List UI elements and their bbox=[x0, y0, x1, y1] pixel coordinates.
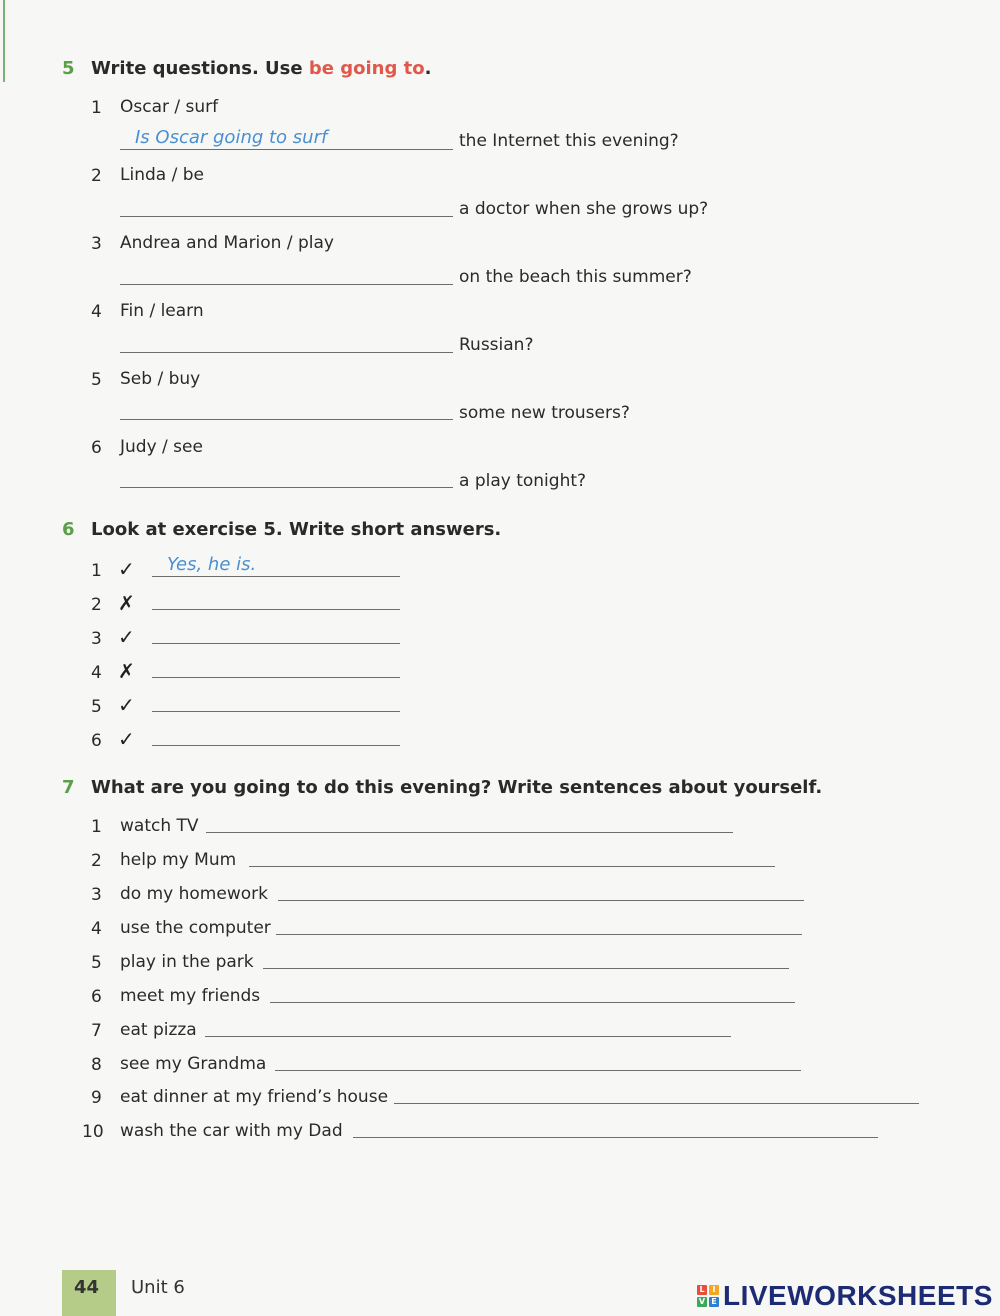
item-number: 8 bbox=[91, 1055, 102, 1075]
check-mark-icon: ✓ bbox=[118, 625, 135, 649]
item-prompt: Seb / buy bbox=[120, 369, 201, 389]
item-number: 2 bbox=[91, 851, 102, 871]
exercise-5-end: . bbox=[424, 58, 432, 79]
item-number: 4 bbox=[91, 919, 102, 939]
exercise-6-instruction: Look at exercise 5. Write short answers. bbox=[91, 519, 502, 540]
cross-mark-icon: ✗ bbox=[118, 591, 135, 615]
exercise-7-heading bbox=[62, 777, 822, 798]
page-number: 44 bbox=[74, 1277, 100, 1298]
logo-letter: V bbox=[698, 1297, 706, 1306]
exercise-6-number: 6 bbox=[62, 519, 75, 540]
liveworksheets-logo bbox=[697, 1280, 993, 1312]
item-number: 2 bbox=[91, 595, 102, 615]
logo-letter: I bbox=[709, 1285, 719, 1295]
sentence-answer-line[interactable] bbox=[394, 1103, 919, 1104]
item-number: 5 bbox=[91, 953, 102, 973]
answer-line bbox=[120, 149, 453, 150]
item-prompt: do my homework bbox=[120, 884, 268, 904]
item-tail: the Internet this evening? bbox=[459, 131, 679, 151]
logo-letter: L bbox=[697, 1285, 707, 1295]
answer-line bbox=[120, 419, 453, 420]
answer-line bbox=[120, 352, 453, 353]
sentence-answer-line[interactable] bbox=[353, 1137, 878, 1138]
item-prompt: meet my friends bbox=[120, 986, 261, 1006]
cross-mark-icon: ✗ bbox=[118, 659, 135, 683]
item-number: 3 bbox=[91, 234, 102, 254]
item-prompt: Oscar / surf bbox=[120, 97, 219, 117]
sentence-answer-line[interactable] bbox=[270, 1002, 795, 1003]
item-tail: a doctor when she grows up? bbox=[459, 199, 709, 219]
item-number: 6 bbox=[91, 731, 102, 751]
exercise-5-number: 5 bbox=[62, 58, 75, 79]
answer-line bbox=[152, 576, 400, 577]
item-number: 9 bbox=[91, 1088, 102, 1108]
sentence-answer-line[interactable] bbox=[205, 1036, 731, 1037]
answer-line bbox=[152, 609, 400, 610]
check-mark-icon: ✓ bbox=[118, 727, 135, 751]
item-prompt: help my Mum bbox=[120, 850, 237, 870]
page-edge-rule bbox=[3, 0, 5, 82]
item-number: 5 bbox=[91, 697, 102, 717]
short-answer-field[interactable]: Yes, he is. bbox=[167, 554, 257, 575]
exercise-5-instruction: Write questions. Use bbox=[91, 58, 303, 79]
item-prompt: eat pizza bbox=[120, 1020, 197, 1040]
item-number: 4 bbox=[91, 302, 102, 322]
item-prompt: Judy / see bbox=[120, 437, 203, 457]
logo-mark-icon bbox=[697, 1285, 719, 1307]
item-prompt: Andrea and Marion / play bbox=[120, 233, 334, 253]
item-number: 3 bbox=[91, 629, 102, 649]
item-number: 5 bbox=[91, 370, 102, 390]
logo-text: LIVEWORKSHEETS bbox=[723, 1280, 993, 1311]
sentence-answer-line[interactable] bbox=[275, 1070, 801, 1071]
answer-line bbox=[152, 677, 400, 678]
item-tail: some new trousers? bbox=[459, 403, 630, 423]
unit-label: Unit 6 bbox=[131, 1277, 185, 1298]
item-number: 4 bbox=[91, 663, 102, 683]
exercise-5-heading bbox=[62, 58, 431, 79]
item-number: 10 bbox=[82, 1122, 104, 1142]
answer-line bbox=[152, 745, 400, 746]
item-prompt: play in the park bbox=[120, 952, 254, 972]
item-tail: a play tonight? bbox=[459, 471, 587, 491]
item-number: 6 bbox=[91, 987, 102, 1007]
sentence-answer-line[interactable] bbox=[249, 866, 775, 867]
answer-line bbox=[120, 487, 453, 488]
item-tail: Russian? bbox=[459, 335, 534, 355]
item-number: 2 bbox=[91, 166, 102, 186]
sentence-answer-line[interactable] bbox=[263, 968, 789, 969]
exercise-7-number: 7 bbox=[62, 777, 75, 798]
logo-letter: E bbox=[709, 1297, 719, 1307]
answer-field[interactable]: Is Oscar going to surf bbox=[135, 127, 328, 148]
item-number: 1 bbox=[91, 98, 102, 118]
answer-line bbox=[120, 284, 453, 285]
sentence-answer-line[interactable] bbox=[206, 832, 733, 833]
check-mark-icon: ✓ bbox=[118, 557, 135, 581]
item-number: 3 bbox=[91, 885, 102, 905]
item-number: 1 bbox=[91, 817, 102, 837]
item-prompt: Linda / be bbox=[120, 165, 204, 185]
item-number: 1 bbox=[91, 561, 102, 581]
item-number: 7 bbox=[91, 1021, 102, 1041]
item-prompt: Fin / learn bbox=[120, 301, 204, 321]
answer-line bbox=[152, 643, 400, 644]
item-prompt: see my Grandma bbox=[120, 1054, 267, 1074]
sentence-answer-line[interactable] bbox=[276, 934, 802, 935]
exercise-7-instruction: What are you going to do this evening? Write sentences about yourself. bbox=[91, 777, 823, 798]
answer-line bbox=[120, 216, 453, 217]
item-prompt: use the computer bbox=[120, 918, 271, 938]
exercise-5-highlight: be going to bbox=[308, 58, 425, 79]
item-prompt: wash the car with my Dad bbox=[120, 1121, 343, 1141]
item-tail: on the beach this summer? bbox=[459, 267, 692, 287]
exercise-6-heading bbox=[62, 519, 501, 540]
check-mark-icon: ✓ bbox=[118, 693, 135, 717]
item-prompt: watch TV bbox=[120, 816, 199, 836]
item-number: 6 bbox=[91, 438, 102, 458]
item-prompt: eat dinner at my friend’s house bbox=[120, 1087, 389, 1107]
sentence-answer-line[interactable] bbox=[278, 900, 804, 901]
answer-line bbox=[152, 711, 400, 712]
